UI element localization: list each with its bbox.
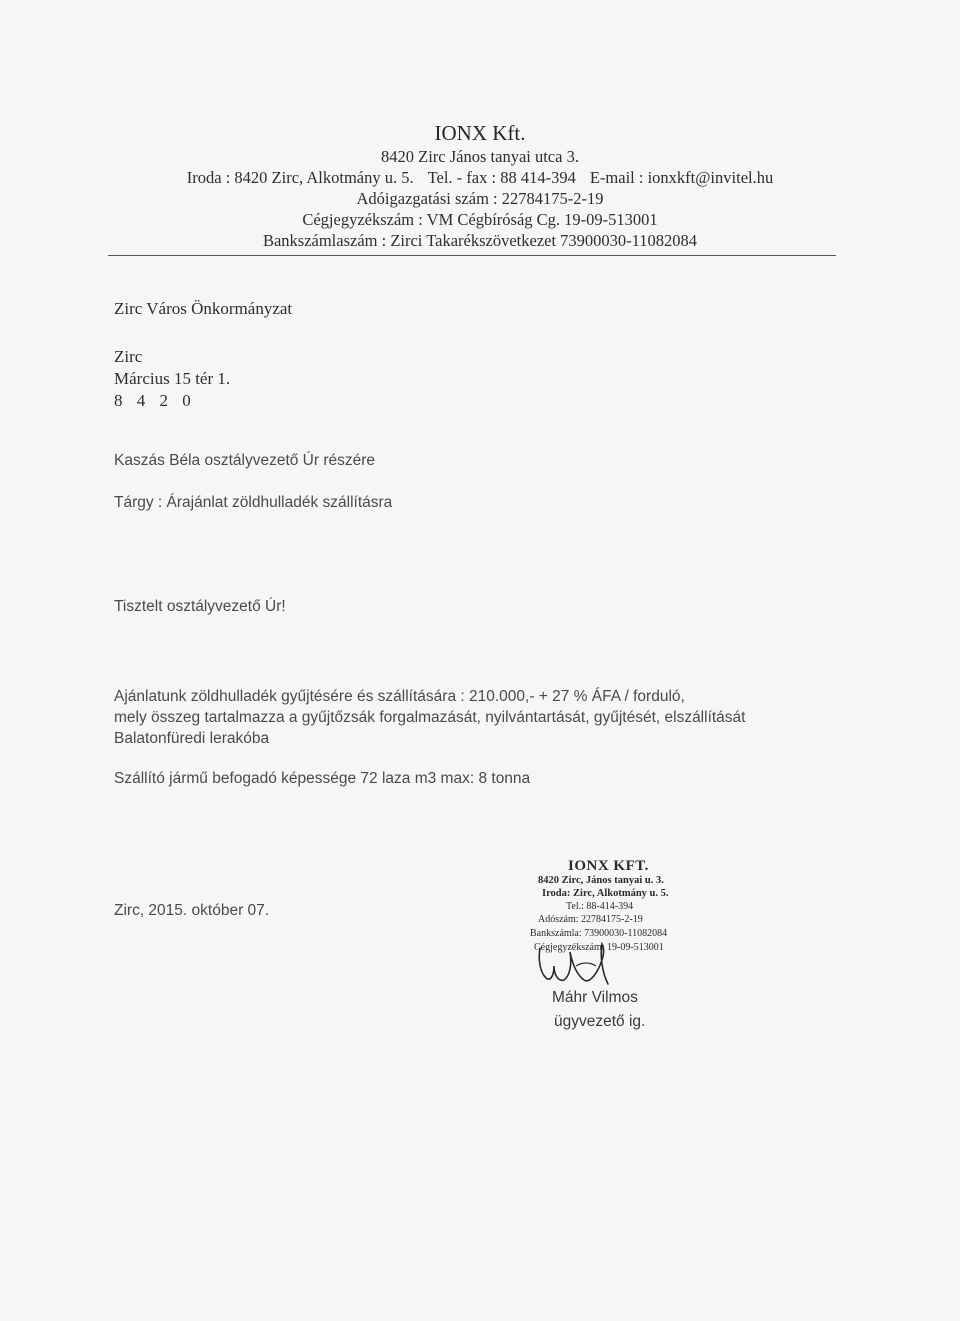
letterhead-divider — [108, 255, 836, 256]
stamp-company-name: IONX KFT. — [568, 858, 649, 874]
offer-line-1: Ajánlatunk zöldhulladék gyűjtésére és szállítására : 210.000,- + 27 % ÁFA / forduló, — [114, 688, 685, 705]
company-name: IONX Kft. — [434, 121, 526, 145]
signer-block — [552, 986, 645, 1034]
attention-line: Kaszás Béla osztályvezető Úr részére — [114, 452, 376, 469]
tax-number: Adóigazgatási szám : 22784175-2-19 — [356, 189, 604, 208]
bank-account: Bankszámlaszám : Zirci Takarékszövetkezet 73900030-11082084 — [262, 231, 698, 250]
stamp-line: Iroda: Zirc, Alkotmány u. 5. — [542, 888, 669, 899]
stamp-line: 8420 Zirc, János tanyai u. 3. — [538, 875, 664, 886]
offer-line-2: mely összeg tartalmazza a gyűjtőzsák forgalmazását, nyilvántartását, gyűjtését, elszállítását — [114, 709, 746, 726]
stamp-line: Tel.: 88-414-394 — [566, 901, 634, 912]
offer-paragraph — [114, 686, 834, 749]
subject-line: Tárgy : Árajánlat zöldhulladék szállításra — [114, 494, 393, 511]
company-registration: Cégjegyzékszám : VM Cégbíróság Cg. 19-09-513001 — [302, 210, 658, 229]
office-address: Iroda : 8420 Zirc, Alkotmány u. 5. — [186, 168, 414, 187]
phone-fax: Tel. - fax : 88 414-394 — [427, 168, 576, 187]
stamp-line: Cégjegyzékszám: 19-09-513001 — [534, 942, 664, 953]
contact-line — [110, 167, 850, 188]
letterhead — [110, 120, 850, 251]
stamp-line: Adószám: 22784175-2-19 — [538, 914, 643, 925]
handwritten-signature — [532, 926, 642, 990]
offer-line-3: Balatonfüredi lerakóba — [114, 730, 270, 747]
recipient-street: Március 15 tér 1. — [114, 369, 231, 388]
signer-name: Máhr Vilmos — [552, 989, 638, 1006]
signer-title: ügyvezető ig. — [554, 1013, 646, 1030]
company-address: 8420 Zirc János tanyai utca 3. — [381, 147, 579, 166]
salutation: Tisztelt osztályvezető Úr! — [114, 598, 286, 615]
place-and-date: Zirc, 2015. október 07. — [114, 902, 270, 919]
recipient-address — [114, 298, 292, 412]
recipient-name: Zirc Város Önkormányzat — [114, 299, 293, 318]
recipient-city: Zirc — [114, 347, 143, 366]
email: E-mail : ionxkft@invitel.hu — [589, 168, 774, 187]
vehicle-capacity: Szállító jármű befogadó képessége 72 laza m3 max: 8 tonna — [114, 770, 531, 787]
recipient-postal-code: 8 4 2 0 — [114, 391, 196, 410]
stamp-line: Bankszámla: 73900030-11082084 — [530, 928, 668, 939]
